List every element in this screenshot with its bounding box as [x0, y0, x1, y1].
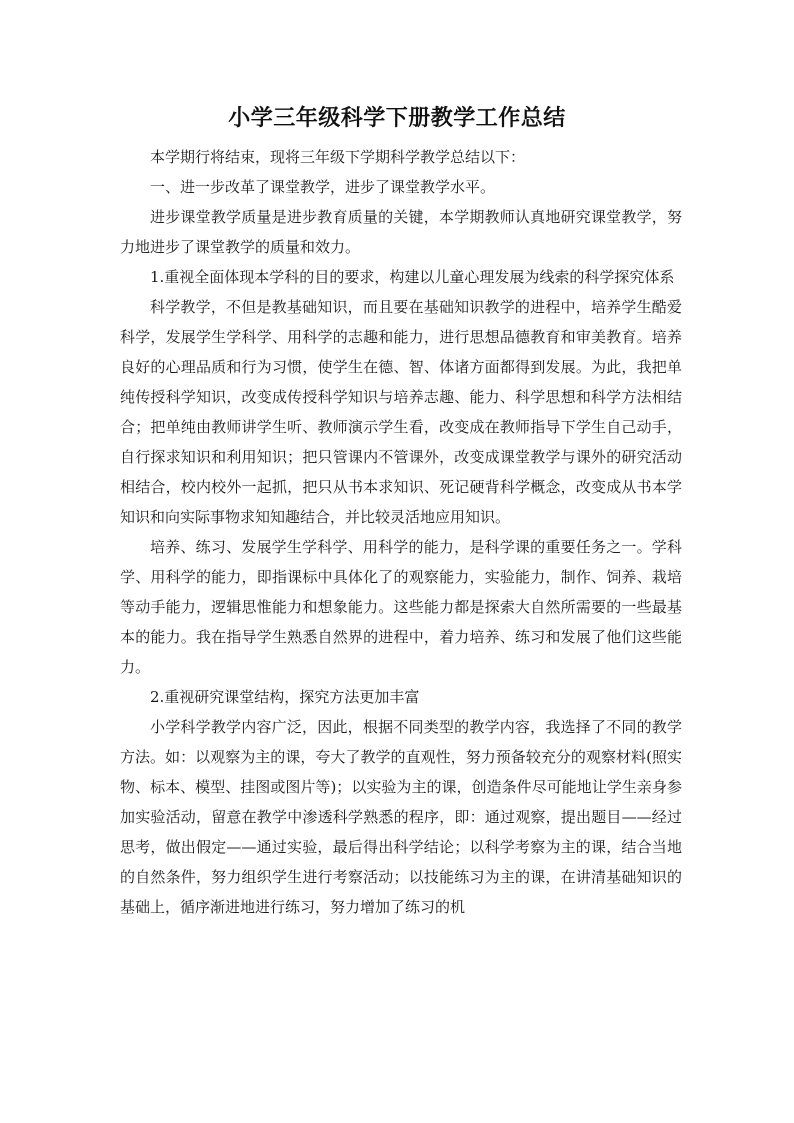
paragraph-abilities: 培养、练习、发展学生学科学、用科学的能力，是科学课的重要任务之一。学科学、用科学的能力，即指课标中具体化了的观察能力，实验能力，制作、饲养、栽培等动手能力，逻辑思惟能力和想象能力。这些能力都是探索大自然所需要的一些最基本的能力。我在指导学生熟悉自然界的进程中，着力培养、练习和发展了他们这些能力。: [120, 538, 682, 676]
paragraph-science-teaching: 科学教学，不但是教基础知识，而且要在基础知识教学的进程中，培养学生酷爱科学，发展学生学科学、用科学的志趣和能力，进行思想品德教育和审美教育。培养良好的心理品质和行为习惯，使学生在德、智、体诸方面都得到发展。为此，我把单纯传授科学知识，改变成传授科学知识与培养志趣、能力、科学思想和科学方法相结合；把单纯由教师讲学生听、教师演示学生看，改变成在教师指导下学生自己动手，自行探求知识和利用知识；把只管课内不管课外，改变成课堂教学与课外的研究活动相结合，校内校外一起抓，把只从书本求知识、死记硬背科学概念，改变成从书本学知识和向实际事物求知知趣结合，并比较灵活地应用知识。: [120, 298, 682, 526]
document-body: [120, 142, 682, 922]
paragraph-quality: 进步课堂教学质量是进步教育质量的关键，本学期教师认真地研究课堂教学，努力地进步了课堂教学的质量和效力。: [120, 208, 682, 256]
paragraph-intro: 本学期行将结束，现将三年级下学期科学教学总结以下：: [150, 148, 526, 166]
subheading-1: 1.重视全面体现本学科的目的要求，构建以儿童心理发展为线索的科学探究体系: [150, 268, 675, 286]
paragraph-methods: 小学科学教学内容广泛，因此，根据不同类型的教学内容，我选择了不同的教学方法。如：以观察为主的课，夸大了教学的直观性，努力预备较充分的观察材料(照实物、标本、模型、挂图或图片等)；以实验为主的课，创造条件尽可能地让学生亲身参加实验活动，留意在教学中渗透科学熟悉的程序，即：通过观察，提出题目——经过思考，做出假定——通过实验，最后得出科学结论；以科学考察为主的课，结合当地的自然条件，努力组织学生进行考察活动；以技能练习为主的课，在讲清基础知识的基础上，循序渐进地进行练习，努力增加了练习的机: [120, 718, 682, 916]
section-heading-1: 一、进一步改革了课堂教学，进步了课堂教学水平。: [150, 178, 496, 196]
subheading-2: 2.重视研究课堂结构，探究方法更加丰富: [150, 688, 420, 706]
document-title: 小学三年级科学下册教学工作总结: [228, 105, 566, 131]
